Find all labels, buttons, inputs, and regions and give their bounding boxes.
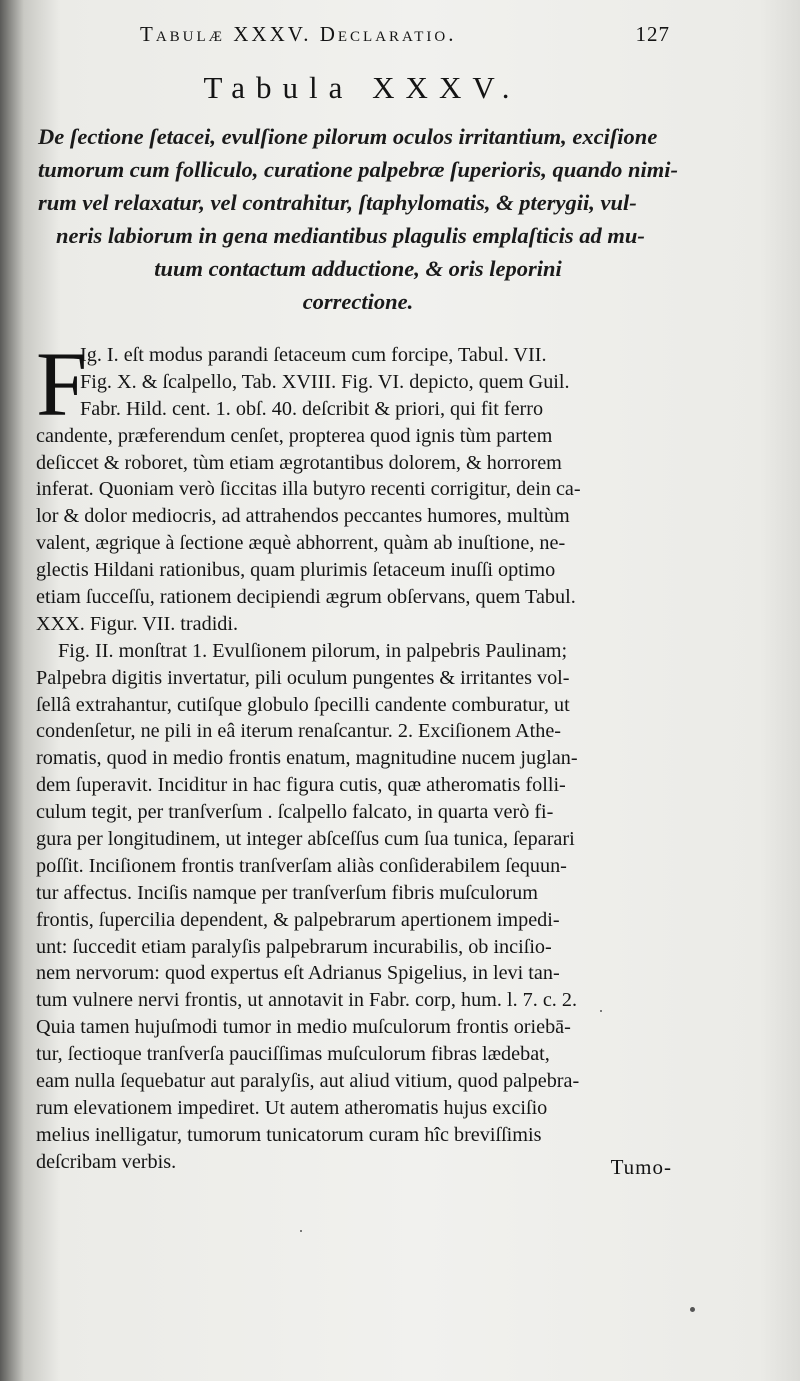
subtitle-line: De ſectione ſetacei, evulſione pilorum oculos irritantium, exciſione [38, 124, 658, 149]
text-line: gura per longitudinem, ut integer abſceſſus cum ſua tunica, ſeparari [36, 828, 575, 851]
text-line: candente, præferendum cenſet, propterea quod ignis tùm partem [36, 424, 553, 447]
text-line: dem ſuperavit. Inciditur in hac figura cutis, quæ atheromatis folli- [36, 774, 566, 797]
text-line: romatis, quod in medio frontis enatum, magnitudine nucem juglan- [36, 747, 578, 770]
text-line: eam nulla ſequebatur aut paralyſis, aut aliud vitium, quod palpebra- [36, 1070, 580, 1093]
text-line: culum tegit, per tranſverſum . ſcalpello falcato, in quarta verò fi- [36, 801, 554, 824]
text-line: XXX. Figur. VII. tradidi. [36, 612, 239, 635]
drop-cap: F [36, 333, 88, 435]
text-line: Fig. X. & ſcalpello, Tab. XVIII. Fig. VI. depicto, quem Guil. [80, 370, 570, 393]
text-line: poſſit. Inciſionem frontis tranſverſam aliàs conſiderabilem ſequun- [36, 854, 567, 877]
page-number: 127 [635, 22, 670, 46]
body-text [36, 333, 682, 1176]
text-line: condenſetur, ne pili in eâ iterum renaſcantur. 2. Exciſionem Athe- [36, 720, 562, 743]
text-line: lor & dolor mediocris, ad attrahendos peccantes humores, multùm [36, 505, 570, 528]
subtitle-line: neris labiorum in gena mediantibus plagulis emplaſticis ad mu- [56, 223, 645, 248]
text-line: melius inelligatur, tumorum tunicatorum curam hîc breviſſimis [36, 1123, 542, 1146]
subtitle-line: rum vel relaxatur, vel contrahitur, ſtaphylomatis, & pterygii, vul- [38, 190, 637, 215]
text-line: tur affectus. Inciſis namque per tranſverſum fibris muſculorum [36, 881, 538, 904]
paper-speck [300, 1230, 302, 1232]
text-line: valent, ægrique à ſectione æquè abhorrent, quàm ab inuſtione, ne- [36, 532, 566, 555]
text-line: ſellâ extrahantur, cutiſque globulo ſpecilli candente comburatur, ut [36, 693, 570, 716]
text-line: frontis, ſupercilia dependent, & palpebrarum apertionem impedi- [36, 908, 560, 931]
plate-subtitle [38, 120, 678, 318]
text-line: nem nervorum: quod expertus eſt Adrianus Spigelius, in levi tan- [36, 962, 560, 985]
running-title: Tabulæ XXXV. Declaratio. [140, 22, 457, 46]
text-line: Ig. I. eſt modus parandi ſetaceum cum forcipe, Tabul. VII. [80, 344, 547, 366]
text-line: tur, ſectioque tranſverſa pauciſſimas muſculorum fibras lædebat, [36, 1043, 550, 1066]
text-line: Fabr. Hild. cent. 1. obſ. 40. deſcribit & priori, qui fit ferro [80, 397, 544, 420]
text-line: unt: ſuccedit etiam paralyſis palpebrarum incurabilis, ob inciſio- [36, 935, 552, 958]
text-line: deſiccet & roboret, tùm etiam ægrotantibus dolorem, & horrorem [36, 451, 562, 474]
text-line: inferat. Quoniam verò ſiccitas illa butyro recenti corrigitur, dein ca- [36, 478, 581, 501]
running-head [140, 22, 680, 50]
subtitle-line: correctione. [302, 289, 414, 314]
text-line: Fig. II. monſtrat 1. Evulſionem pilorum, in palpebris Paulinam; [58, 639, 568, 662]
text-line: Quia tamen hujuſmodi tumor in medio muſculorum frontis oriebā- [36, 1016, 571, 1039]
subtitle-line: tumorum cum folliculo, curatione palpebræ ſuperioris, quando nimi- [38, 157, 678, 182]
paper-speck [600, 1010, 602, 1012]
text-line: rum elevationem impediret. Ut autem atheromatis hujus exciſio [36, 1096, 548, 1119]
paper-speck [690, 1307, 695, 1312]
text-line: deſcribam verbis. [36, 1150, 177, 1173]
text-line: glectis Hildani rationibus, quam plurimis ſetaceum inuſſi optimo [36, 559, 556, 582]
text-line: tum vulnere nervi frontis, ut annotavit in Fabr. corp, hum. l. 7. c. 2. [36, 989, 578, 1012]
text-line: etiam ſucceſſu, rationem decipiendi ægrum obſervans, quem Tabul. [36, 586, 576, 609]
catchword: Tumo- [610, 1155, 672, 1179]
subtitle-line: tuum contactum adductione, & oris leporini [154, 256, 562, 281]
plate-title: Tabula XXXV. [203, 70, 521, 105]
text-line: Palpebra digitis invertatur, pili oculum pungentes & irritantes vol- [36, 666, 570, 689]
